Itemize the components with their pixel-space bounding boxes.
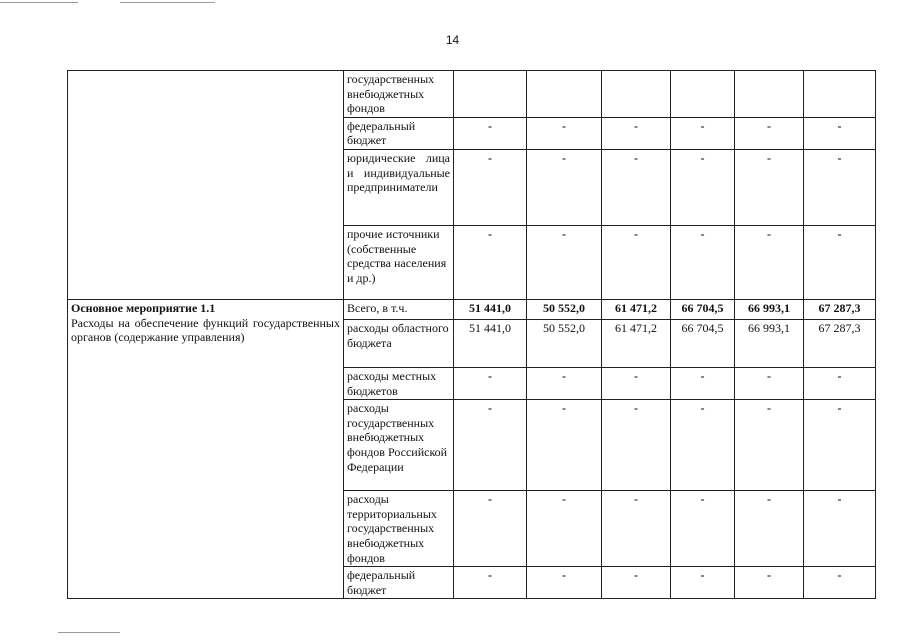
table-cell (804, 71, 876, 118)
table-cell: - (804, 149, 876, 225)
table-cell: - (735, 117, 804, 149)
source-label: государственных внебюджетных фондов (344, 71, 454, 118)
table-cell: 61 471,2 (602, 299, 671, 319)
source-label: федеральный бюджет (344, 567, 454, 599)
table-row (68, 71, 876, 118)
table-cell: - (602, 225, 671, 299)
table-cell: - (671, 567, 735, 599)
table-cell: - (735, 491, 804, 567)
table-cell: - (671, 149, 735, 225)
source-label: расходы местных бюджетов (344, 367, 454, 399)
measure-cell-continued (68, 71, 344, 300)
table-cell: - (735, 367, 804, 399)
table-cell: - (454, 367, 527, 399)
table-cell: - (671, 491, 735, 567)
source-label: Всего, в т.ч. (344, 299, 454, 319)
financing-table (67, 70, 876, 599)
table-cell: - (671, 400, 735, 491)
table-cell: 66 993,1 (735, 319, 804, 367)
source-label: расходы государственных внебюджетных фондов Российской Федерации (344, 400, 454, 491)
table-cell: - (804, 117, 876, 149)
table-cell: - (454, 149, 527, 225)
table-cell: - (735, 400, 804, 491)
table-cell: 61 471,2 (602, 319, 671, 367)
table-cell (735, 71, 804, 118)
table-cell: 66 704,5 (671, 299, 735, 319)
source-label: федеральный бюджет (344, 117, 454, 149)
measure-title: Основное мероприятие 1.1 (71, 300, 216, 315)
table-cell: 50 552,0 (527, 299, 602, 319)
table-cell: - (527, 225, 602, 299)
scan-artifact-top (120, 2, 215, 3)
table-cell: 67 287,3 (804, 319, 876, 367)
table-cell: - (602, 117, 671, 149)
table-cell: 67 287,3 (804, 299, 876, 319)
table-cell: - (527, 400, 602, 491)
source-label: прочие источники (собственные средства населения и др.) (344, 225, 454, 299)
table-cell: - (527, 149, 602, 225)
table-cell: - (454, 117, 527, 149)
table-cell: - (671, 225, 735, 299)
table-cell: - (454, 225, 527, 299)
table-cell: - (804, 567, 876, 599)
table-cell: 51 441,0 (454, 319, 527, 367)
table-cell: - (454, 491, 527, 567)
source-label: расходы территориальных государственных внебюджетных фондов (344, 491, 454, 567)
source-label: юридические лица и индивидуальные предприниматели (344, 149, 454, 225)
table-cell: - (527, 367, 602, 399)
measure-description: Расходы на обеспечение функций государственных органов (содержание управления) (71, 315, 340, 345)
table-cell: - (454, 400, 527, 491)
table-cell: - (671, 367, 735, 399)
scan-artifact-top-left (0, 2, 78, 3)
table-cell: 50 552,0 (527, 319, 602, 367)
table-cell (454, 71, 527, 118)
page-number: 14 (445, 33, 460, 47)
table-cell: - (527, 491, 602, 567)
table-cell: - (602, 567, 671, 599)
measure-cell (68, 299, 344, 598)
table-cell: - (804, 225, 876, 299)
table-cell: - (602, 149, 671, 225)
table-cell: - (735, 225, 804, 299)
table-cell: 66 704,5 (671, 319, 735, 367)
scan-artifact-bottom (58, 632, 120, 633)
table-cell: - (735, 149, 804, 225)
table-cell (527, 71, 602, 118)
table-cell: 51 441,0 (454, 299, 527, 319)
table-cell (671, 71, 735, 118)
table-cell: - (804, 400, 876, 491)
table-cell: - (735, 567, 804, 599)
table-cell: - (527, 117, 602, 149)
source-label: расходы областного бюджета (344, 319, 454, 367)
table-cell: - (804, 491, 876, 567)
table-cell: - (602, 367, 671, 399)
table-cell (602, 71, 671, 118)
table-cell: - (671, 117, 735, 149)
table-cell: 66 993,1 (735, 299, 804, 319)
table-cell: - (804, 367, 876, 399)
table-cell: - (454, 567, 527, 599)
table-cell: - (527, 567, 602, 599)
table-cell: - (602, 400, 671, 491)
table-cell: - (602, 491, 671, 567)
table-row (68, 299, 876, 319)
